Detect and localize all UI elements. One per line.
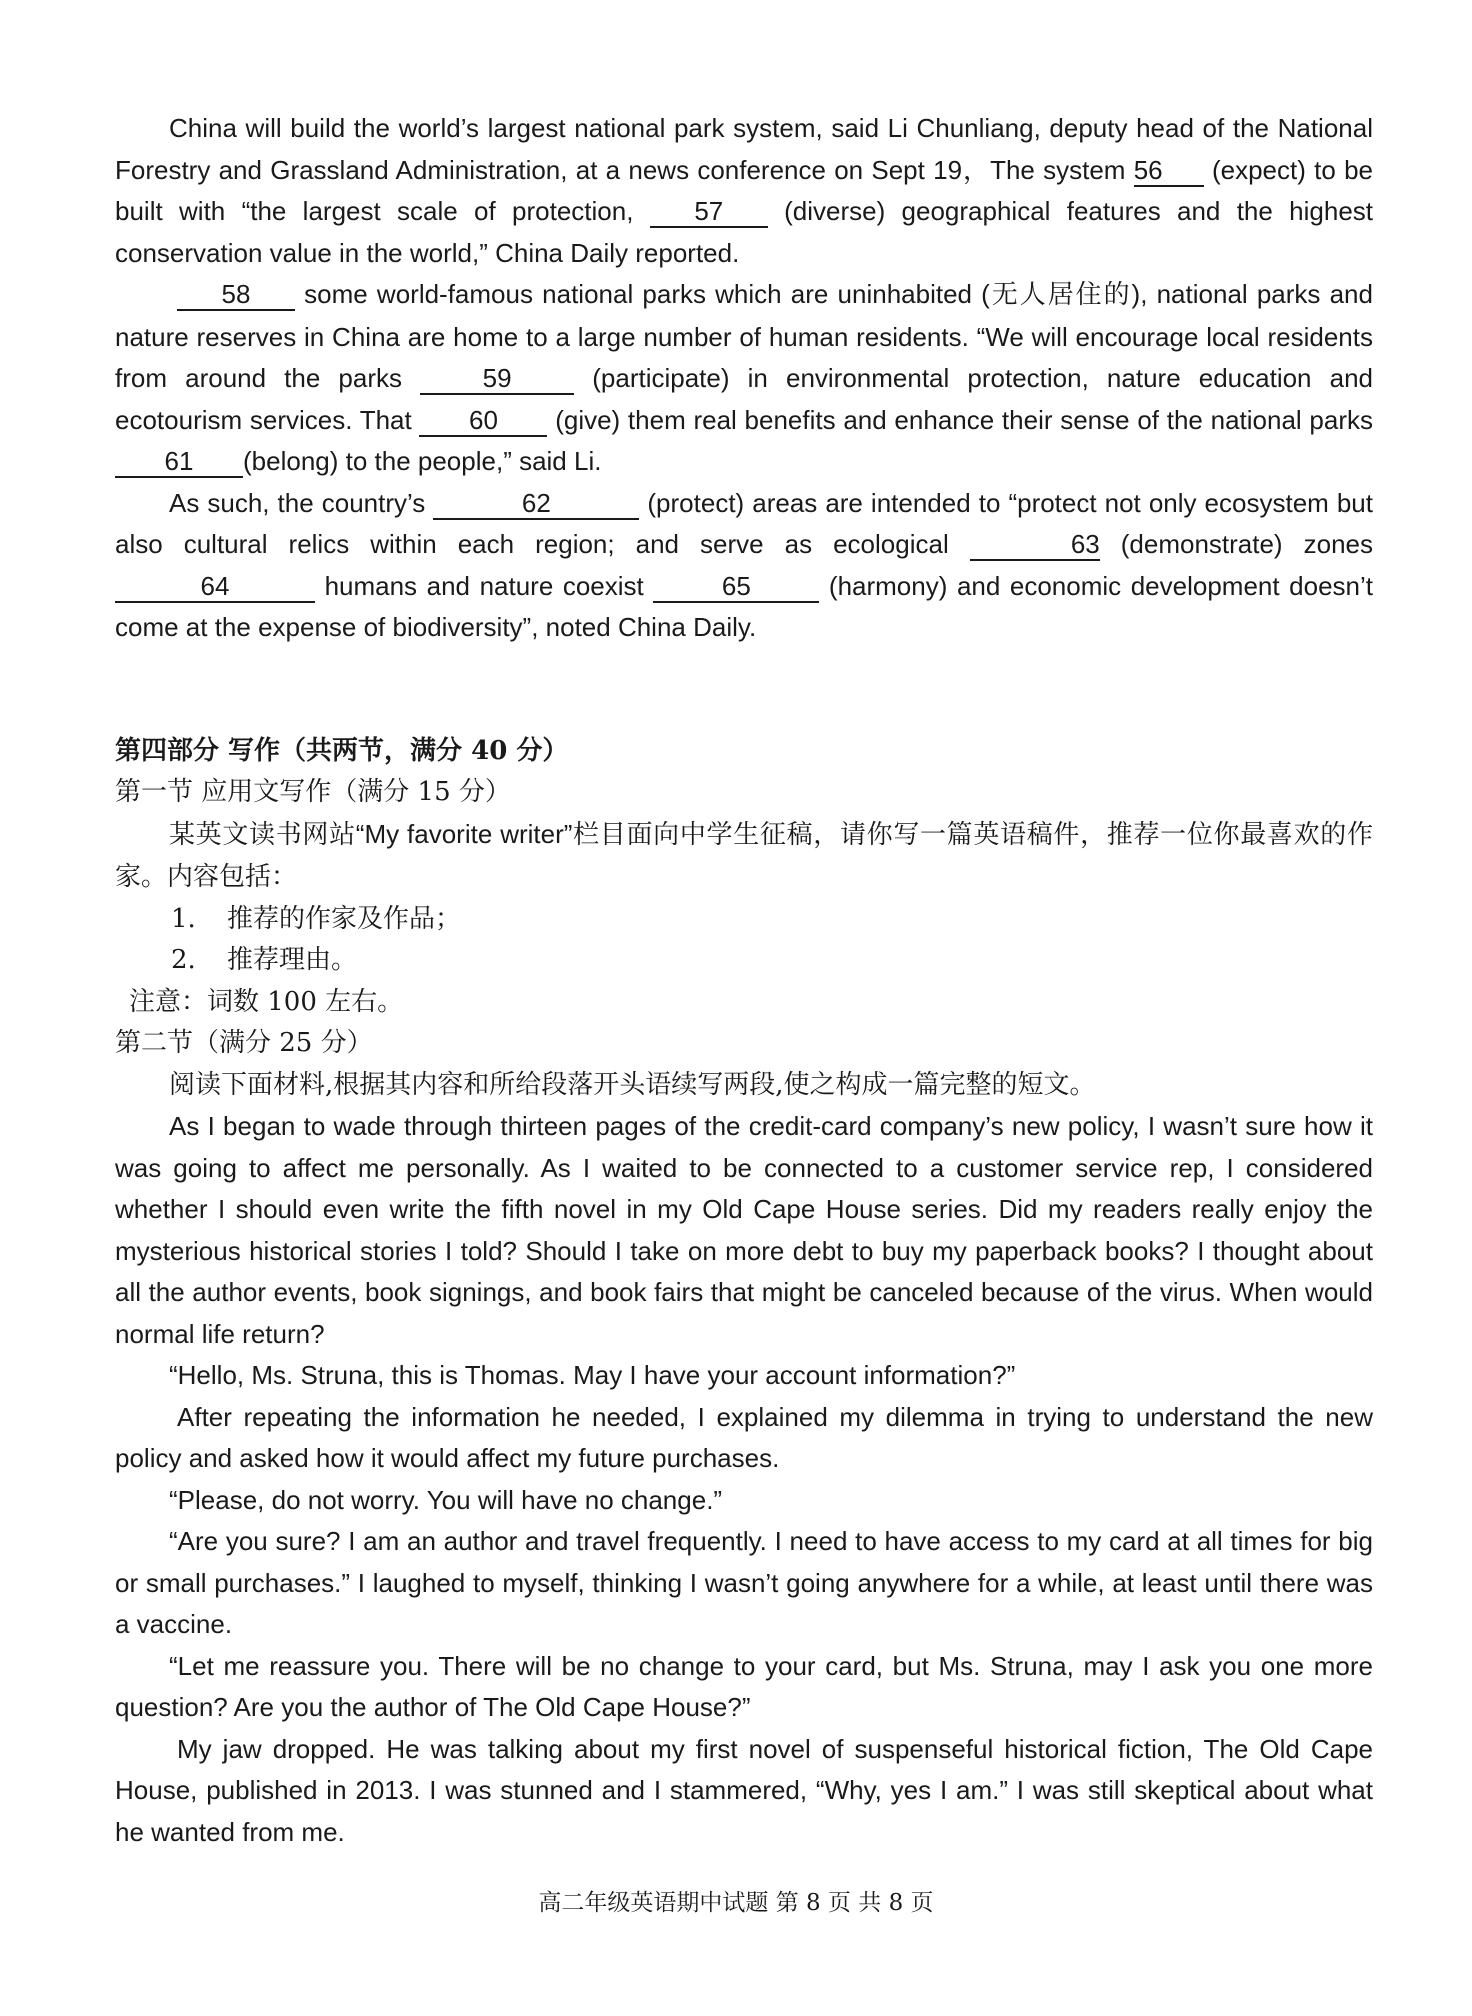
list-item: 2. 推荐理由。 bbox=[171, 945, 358, 975]
blank-61: 61 bbox=[115, 446, 243, 478]
blank-64: 64 bbox=[115, 571, 315, 603]
story-paragraph-7: My jaw dropped. He was talking about my first novel of suspenseful historical fiction, The Old Cape House, published in 2013. I was stunned and I stammered, “Why, yes I am.” I was still skeptical about what he wanted from me. bbox=[115, 1733, 1373, 1847]
blank-65: 65 bbox=[653, 571, 819, 603]
section1-intro: 某英文读书网站“My favorite writer”栏目面向中学生征稿，请你写一篇英语稿件，推荐一位你最喜欢的作家。内容包括： bbox=[115, 818, 1373, 892]
section1-title: 第一节 应用文写作（满分 15 分） bbox=[115, 777, 511, 807]
blank-63: 63 bbox=[970, 529, 1100, 561]
story-paragraph-4: “Please, do not worry. You will have no change.” bbox=[169, 1484, 723, 1515]
passage-paragraph-2: 58 some world-famous national parks which are uninhabited (无人居住的), national parks and nature reserves in China are home to a large number of human residents. “We will encourage local residents from around the parks 59 (participate) in environmental protection, nature education and ecotourism services. That 60 (give) them real benefits and enhance their sense of the national parks 61 (belong) to the people,” said Li. bbox=[115, 279, 1374, 476]
story-paragraph-5: “Are you sure? I am an author and travel frequently. I need to have access to my card at all times for big or small purchases.” I laughed to myself, thinking I wasn’t going anywhere for a while, at least until there was a vaccine. bbox=[115, 1526, 1373, 1639]
blank-60: 60 bbox=[419, 405, 547, 437]
passage-paragraph-3: As such, the country’s 62 (protect) areas are intended to “protect not only ecosystem but also cultural relics within each region; and serve as ecological 63 (demonstrate) zones 64 humans and nature coexist 65 (harmony) and economic development doesn’t come at the expense of biodiversity”, noted China Daily. bbox=[115, 487, 1374, 642]
exam-page bbox=[115, 108, 1373, 1853]
blank-59: 59 bbox=[420, 363, 574, 395]
blank-57: 57 bbox=[650, 196, 768, 228]
blank-58: 58 bbox=[177, 279, 295, 311]
story-paragraph-1: As I began to wade through thirteen pages of the credit-card company’s new policy, I wasn’t sure how it was going to affect me personally. As I waited to be connected to a customer service rep, I considered whether I should even write the fifth novel in my Old Cape House series. Did my readers really enjoy the mysterious historical stories I told? Should I take on more debt to buy my paperback books? I thought about all the author events, book signings, and book fairs that might be canceled because of the virus. When would normal life return? bbox=[115, 1111, 1373, 1349]
section2-title: 第二节（满分 25 分） bbox=[115, 1028, 373, 1058]
blank-62: 62 bbox=[433, 488, 639, 520]
story-paragraph-3: After repeating the information he needed, I explained my dilemma in trying to understand the new policy and asked how it would affect my future purchases. bbox=[115, 1401, 1373, 1473]
page-footer: 高二年级英语期中试题 第 8 页 共 8 页 bbox=[538, 1890, 934, 1916]
story-paragraph-6: “Let me reassure you. There will be no change to your card, but Ms. Struna, may I ask you one more question? Are you the author of The Old Cape House?” bbox=[115, 1650, 1373, 1722]
passage-paragraph-1: China will build the world’s largest national park system, said Li Chunliang, deputy head of the National Forestry and Grassland Administration, at a news conference on Sept 19，The system 56 (expect) to be built with “the largest scale of protection, 57 (diverse) geographical features and the highest conservation value in the world,” China Daily reported. bbox=[115, 113, 1374, 268]
writing-heading: 第四部分 写作（共两节，满分 40 分） bbox=[115, 735, 569, 766]
section2-intro: 阅读下面材料,根据其内容和所给段落开头语续写两段,使之构成一篇完整的短文。 bbox=[169, 1069, 1096, 1100]
word-count-note: 注意：词数 100 左右。 bbox=[129, 986, 404, 1017]
story-paragraph-2: “Hello, Ms. Struna, this is Thomas. May I have your account information?” bbox=[169, 1360, 1016, 1390]
list-item: 1. 推荐的作家及作品； bbox=[171, 903, 462, 934]
blank-56: 56 bbox=[1134, 155, 1204, 187]
